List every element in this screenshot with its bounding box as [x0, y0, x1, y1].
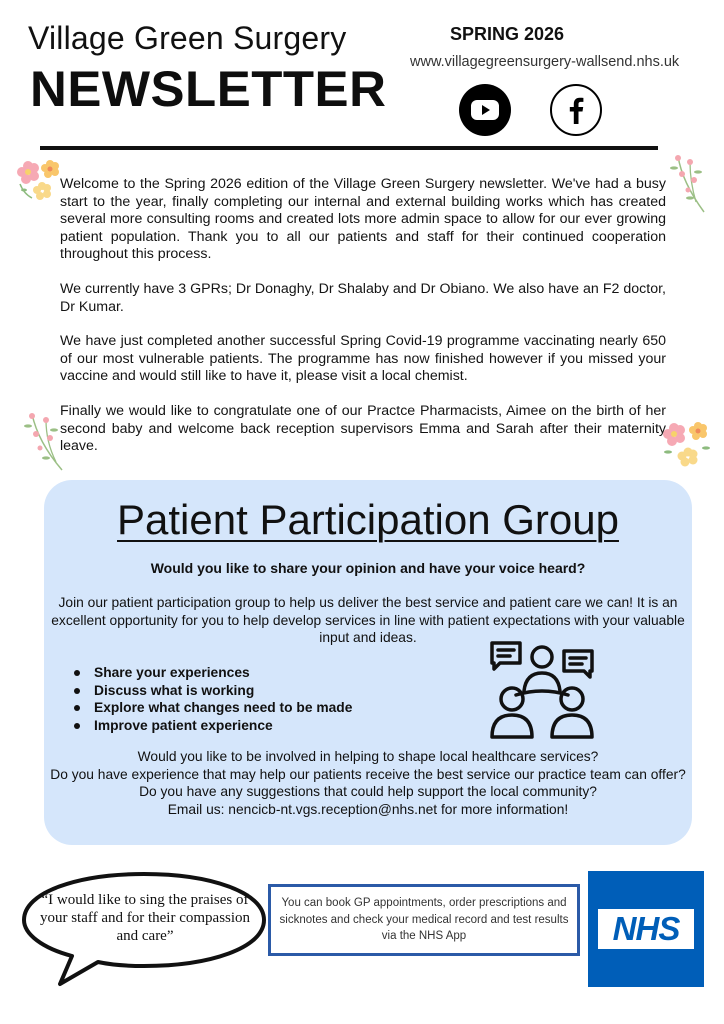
- ppg-outro-line: Do you have experience that may help our patients receive the best service our practice team can offer? Do you have any suggestions that could help support the local community?: [50, 766, 686, 799]
- flower-decoration-icon: [660, 152, 712, 218]
- patient-quote: “I would like to sing the praises of your staff and for their compassion and care”: [39, 892, 251, 944]
- intro-paragraph: Welcome to the Spring 2026 edition of the Village Green Surgery newsletter. We've had a busy start to the year, finally completing our internal and external building works which has created several more consulting rooms and created lots more admin space to allow for our ever growing patient population. Thank you to all our patients and staff for their continued cooperation throughout this process.: [60, 176, 666, 263]
- list-item: Share your experiences: [72, 664, 352, 682]
- youtube-icon[interactable]: [459, 84, 511, 136]
- ppg-intro: Join our patient participation group to help us deliver the best service and patient care we can! It is an excellent opportunity for you to help develop services in line with patient expectations with your valuable input and ideas.: [51, 595, 685, 645]
- intro-paragraph: Finally we would like to congratulate one of our Practce Pharmacists, Aimee on the birth of her second baby and welcome back reception supervisors Emma and Sarah after their maternity leave.: [60, 402, 666, 455]
- facebook-icon[interactable]: [550, 84, 602, 136]
- season-label: SPRING 2026: [450, 24, 565, 44]
- list-item: Discuss what is working: [72, 682, 352, 700]
- ppg-contact-line[interactable]: Email us: nencicb-nt.vgs.reception@nhs.net for more information!: [167, 801, 569, 817]
- ppg-title: Patient Participation Group: [117, 496, 619, 543]
- nhs-app-message: You can book GP appointments, order prescriptions and sicknotes and check your medical record and test results via the NHS App: [279, 897, 569, 943]
- ppg-outro-line: Would you like to be involved in helping to shape local healthcare services?: [137, 749, 599, 764]
- ppg-bullet-list: [72, 664, 352, 734]
- group-discussion-icon: [486, 637, 598, 741]
- header-divider: [40, 146, 658, 150]
- nhs-logo-mark: [598, 909, 694, 949]
- ppg-outro: [44, 748, 692, 818]
- practice-name: Village Green Surgery: [28, 20, 347, 56]
- list-item: Explore what changes need to be made: [72, 699, 352, 717]
- nhs-logo-text: NHS: [612, 910, 680, 947]
- list-item: Improve patient experience: [72, 717, 352, 735]
- nhs-app-box: [268, 884, 580, 956]
- ppg-question: Would you like to share your opinion and have your voice heard?: [150, 560, 586, 576]
- website-link[interactable]: www.villagegreensurgery-wallsend.nhs.uk: [410, 54, 680, 70]
- intro-paragraph: We have just completed another successful Spring Covid-19 programme vaccinating nearly 650 of our most vulnerable patients. The programme has now finished however if you missed your vaccine and would still like to have it, please visit a local chemist.: [60, 333, 666, 385]
- ppg-panel: [44, 480, 692, 845]
- intro-paragraph: We currently have 3 GPRs; Dr Donaghy, Dr Shalaby and Dr Obiano. We also have an F2 doctor, Dr Kumar.: [60, 280, 666, 315]
- newsletter-title: NEWSLETTER: [30, 61, 387, 117]
- flower-decoration-icon: [660, 418, 714, 468]
- intro-section: [60, 176, 666, 473]
- nhs-logo: [588, 871, 704, 987]
